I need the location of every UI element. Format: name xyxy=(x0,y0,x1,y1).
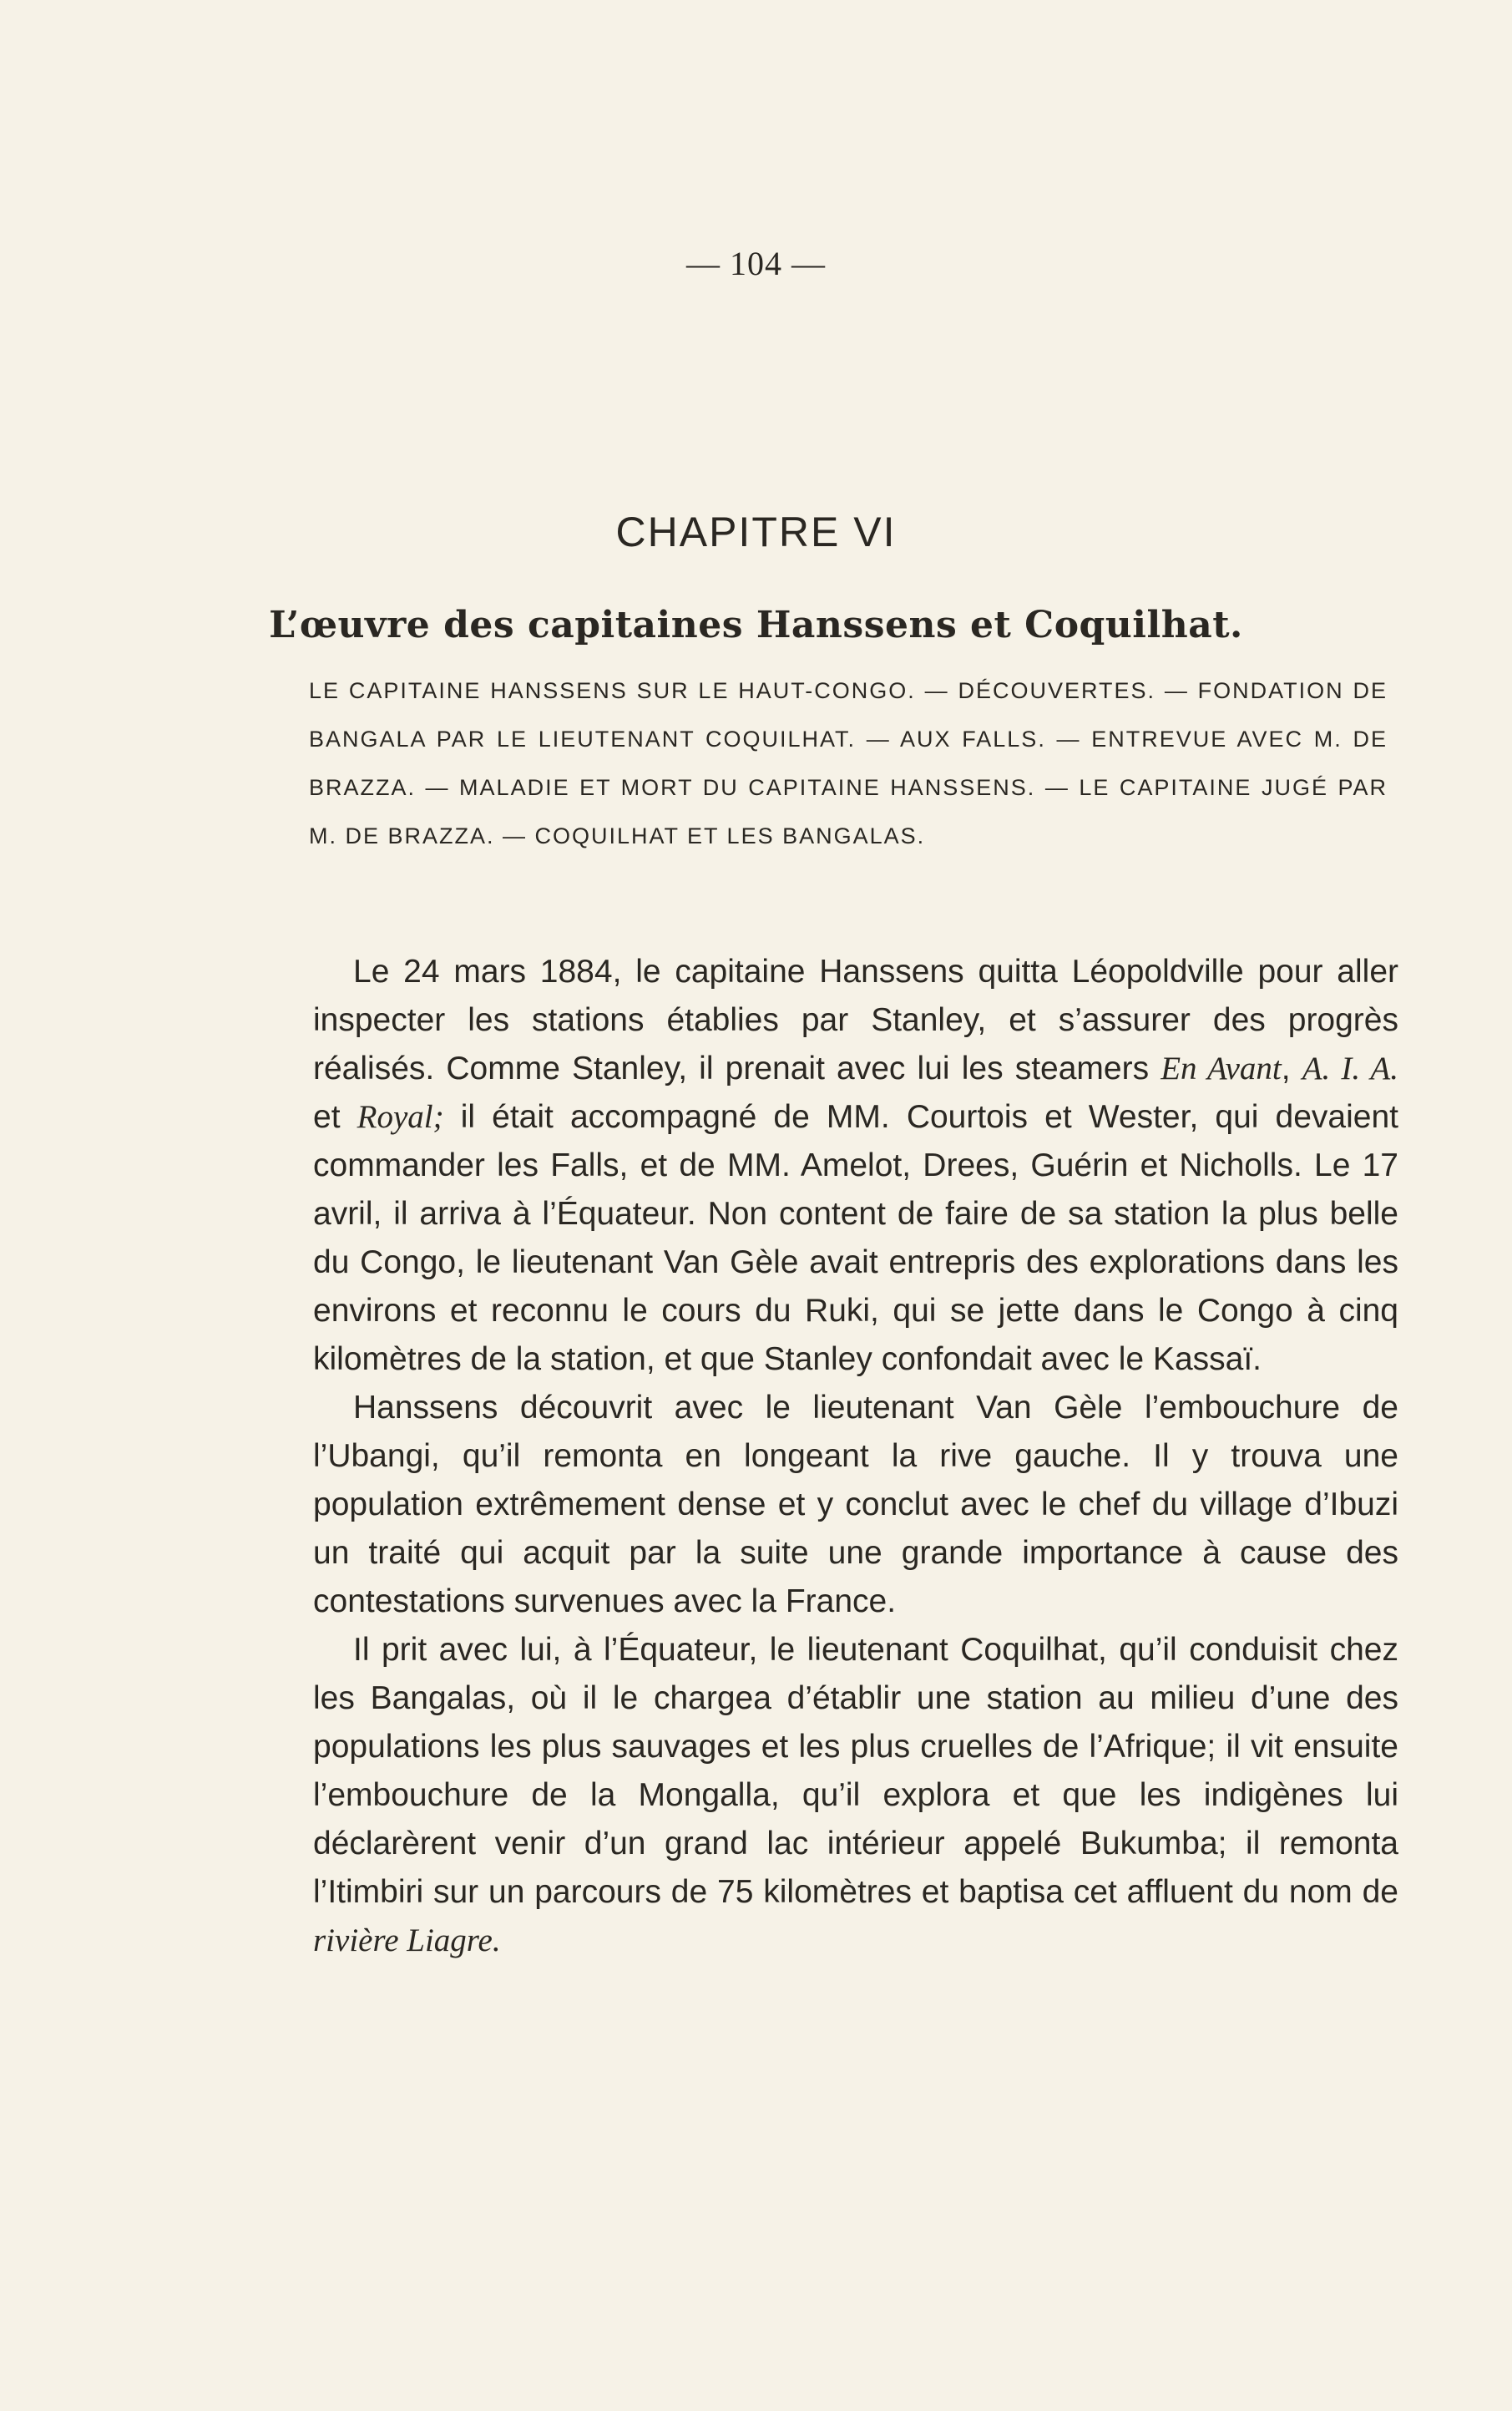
chapter-summary: LE CAPITAINE HANSSENS SUR LE HAUT-CONGO. — DÉCOUVERTES. — FONDATION DE BANGALA PAR LE LIEUTENANT COQUILHAT. — AUX FALLS. — ENTREVUE AVEC M. DE BRAZZA. — MALADIE ET MORT DU CAPITAINE HANSSENS. — LE CAPITAINE JUGÉ PAR M. DE BRAZZA. — COQUILHAT ET LES BANGALAS. xyxy=(309,678,1388,848)
body-text xyxy=(313,948,1398,1965)
chapter-title: CHAPITRE VI xyxy=(615,508,897,555)
paragraph-2: Hanssens découvrit avec le lieutenant Van Gèle l’embouchure de l’Ubangi, qu’il remonta en longeant la rive gauche. Il y trouva une population extrêmement dense et y conclut avec le chef du village d’Ibuzi un traité qui acquit par la suite une grande importance à cause des contestations survenues avec la France. xyxy=(313,1390,1398,1619)
paragraph-1-text-b: , xyxy=(1281,1051,1302,1086)
ship-name-royal: Royal; xyxy=(357,1099,444,1135)
paragraph-1 xyxy=(313,948,1398,1384)
paragraph-3 xyxy=(313,1626,1398,1965)
ship-name-aia: A. I. A. xyxy=(1302,1051,1399,1086)
ship-name-en-avant: En Avant xyxy=(1161,1051,1282,1086)
paragraph-1-text-a: Le 24 mars 1884, le capitaine Hanssens quitta Léopoldville pour aller inspecter les stations établies par Stanley, et s’assurer des progrès réalisés. Comme Stanley, il prenait avec lui les steamers xyxy=(313,954,1398,1086)
paragraph-3-text-a: Il prit avec lui, à l’Équateur, le lieutenant Coquilhat, qu’il conduisit chez les Bangalas, où il le chargea d’établir une station au milieu d’une des populations les plus sauvages et les plus cruelles de l’Afrique; il vit ensuite l’embouchure de la Mongalla, qu’il explora et que les indigènes lui déclarèrent venir d’un grand lac intérieur appelé Bukumba; il remonta l’Itimbiri sur un parcours de 75 kilomètres et baptisa cet affluent du nom de xyxy=(313,1632,1398,1910)
paragraph-1-text-d: il était accompagné de MM. Courtois et Wester, qui devaient commander les Falls, et de MM. Amelot, Drees, Guérin et Nicholls. Le 17 avril, il arriva à l’Équateur. Non content de faire de sa station la plus belle du Congo, le lieutenant Van Gèle avait entrepris des explorations dans les environs et reconnu le cours du Ruki, qui se jette dans le Congo à cinq kilomètres de la station, et que Stanley confondait avec le Kassaï. xyxy=(313,1099,1398,1377)
chapter-subtitle: L’œuvre des capitaines Hanssens et Coquilhat. xyxy=(269,603,1243,646)
page-number: — 104 — xyxy=(686,245,826,282)
paragraph-1-text-c: et xyxy=(313,1099,357,1135)
river-name-liagre: rivière Liagre. xyxy=(313,1922,501,1958)
